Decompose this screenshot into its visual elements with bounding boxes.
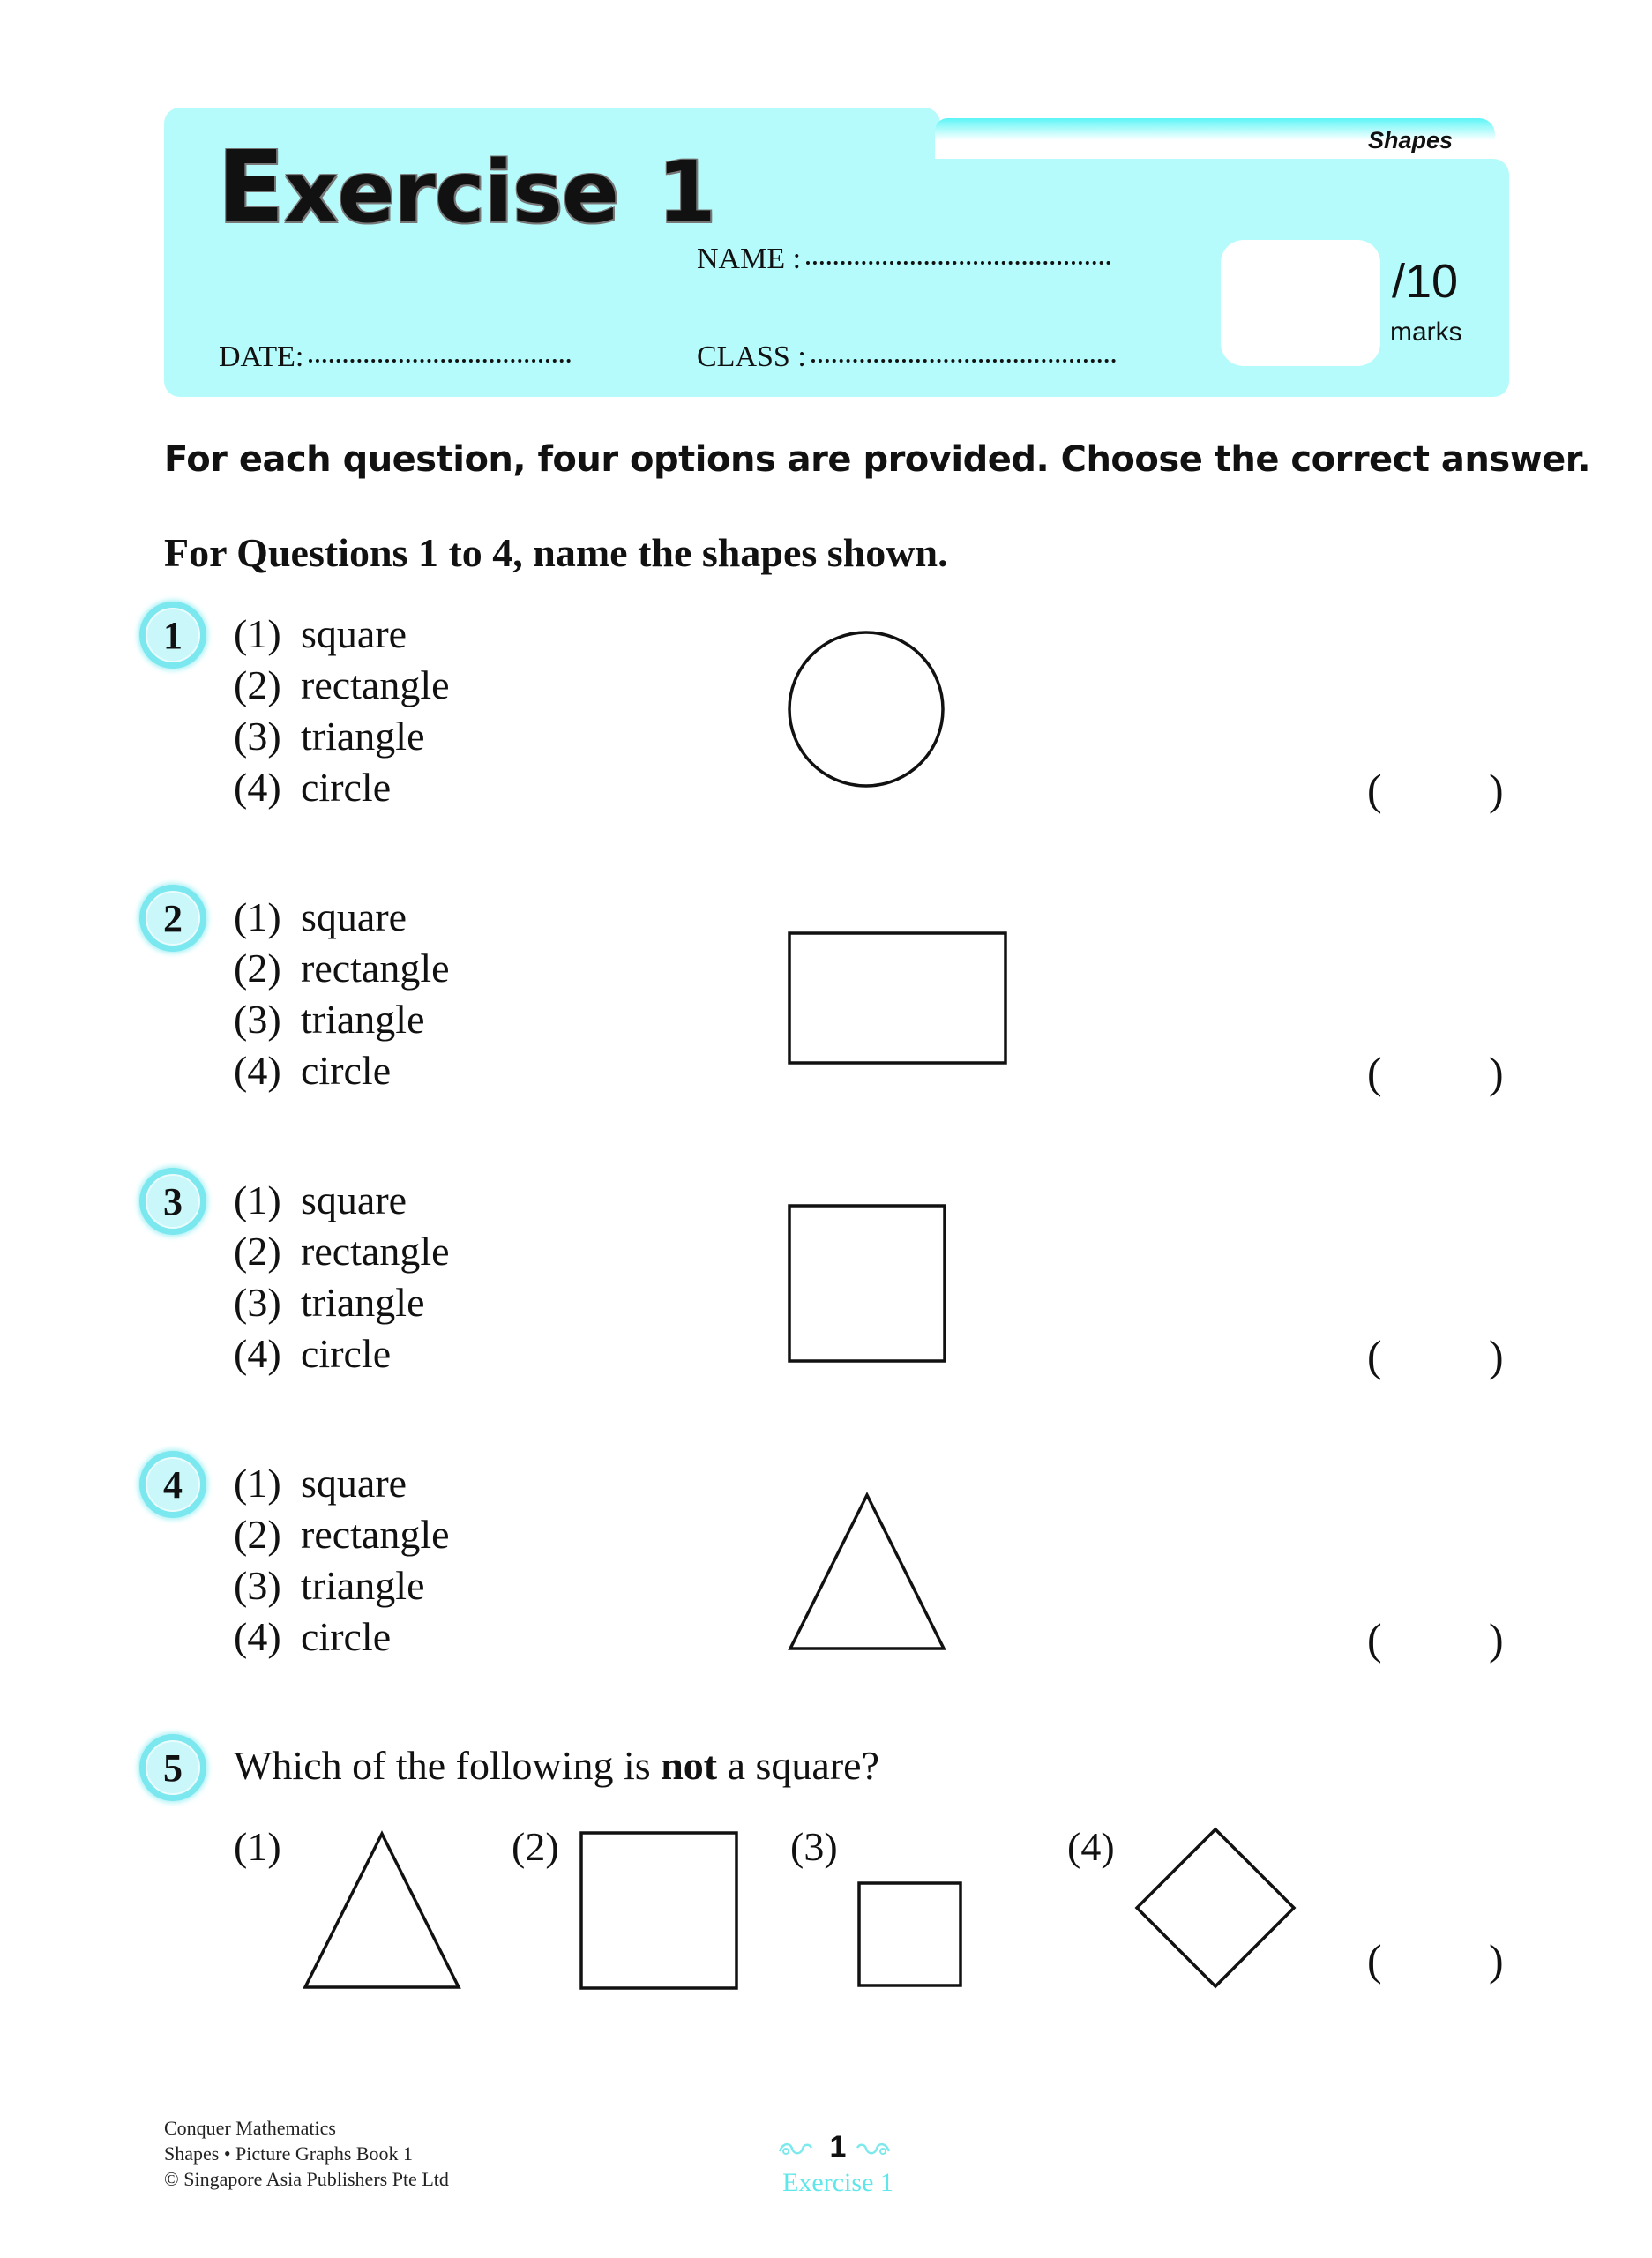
option-2[interactable]: (2) rectangle [234,1512,450,1557]
footer-publisher-info [164,2115,449,2192]
option-3[interactable]: (3) triangle [234,1563,425,1608]
class-label: CLASS : [697,340,806,373]
answer-paren-open: ( [1367,1048,1382,1097]
date-blank[interactable] [309,359,571,363]
option-1[interactable]: (1) square [234,894,407,939]
option-2[interactable]: (2) rectangle [234,662,450,707]
question-1 [139,602,206,669]
name-blank[interactable] [806,261,1110,265]
answer-paren-close: ) [1489,1048,1504,1097]
answer-paren-close: ) [1489,1331,1504,1380]
rectangle-shape [788,931,1008,1065]
score-total: /10 [1392,255,1459,308]
date-field[interactable] [219,340,571,374]
q5-option-1-label[interactable]: (1) [234,1824,281,1869]
question-number-badge: 2 [139,885,206,952]
question-number-badge: 1 [139,602,206,669]
answer-blank-3[interactable] [1398,1335,1486,1379]
question-number-badge: 3 [139,1168,206,1235]
question-4-options [234,1458,450,1663]
general-instruction: For each question, four options are provided. Choose the correct answer. [164,439,1591,480]
option-3[interactable]: (3) triangle [234,714,425,759]
answer-blank-1[interactable] [1398,769,1486,813]
option-4[interactable]: (4) circle [234,1614,392,1659]
q5-option-4-label[interactable]: (4) [1067,1824,1115,1869]
question-4 [139,1451,206,1518]
answer-paren-close: ) [1489,1614,1504,1664]
topic-tab-label: Shapes [1367,127,1453,153]
question-5-text: Which of the following is not a square? [234,1743,879,1788]
question-2 [139,885,206,952]
option-4[interactable]: (4) circle [234,1048,392,1093]
score-unit: marks [1390,318,1462,347]
q5-option-2-label[interactable]: (2) [512,1824,559,1869]
class-field[interactable] [697,340,1116,374]
section-instruction: For Questions 1 to 4, name the shapes shown. [164,530,948,575]
answer-paren-close: ) [1489,1935,1504,1985]
ornament-right-icon [856,2139,891,2158]
name-field[interactable] [697,243,1110,276]
q5-option-3-label[interactable]: (3) [790,1824,838,1869]
square-shape [788,1204,947,1364]
option-4[interactable]: (4) circle [234,1331,392,1376]
q5-triangle-shape[interactable] [303,1831,462,1990]
answer-paren-open: ( [1367,1614,1382,1664]
answer-blank-2[interactable] [1398,1052,1486,1096]
option-4[interactable]: (4) circle [234,765,392,810]
q5-small-square-shape[interactable] [857,1881,963,1988]
circle-shape [785,628,947,790]
name-label: NAME : [697,243,802,275]
answer-paren-open: ( [1367,1935,1382,1985]
answer-blank-4[interactable] [1398,1619,1486,1663]
option-1[interactable]: (1) square [234,1178,407,1222]
question-5 [139,1734,206,1801]
option-1[interactable]: (1) square [234,1461,407,1506]
class-blank[interactable] [811,359,1116,363]
footer-book: Shapes • Picture Graphs Book 1 [164,2142,414,2165]
q5-square-shape[interactable] [579,1831,739,1991]
q5-diamond-shape[interactable] [1135,1828,1296,1988]
footer-section-label: Exercise 1 [782,2168,893,2197]
score-box[interactable] [1221,240,1380,366]
exercise-title: Exercise 1 [217,131,715,245]
question-number-badge: 4 [139,1451,206,1518]
page-number: 1 [829,2130,847,2164]
option-3[interactable]: (3) triangle [234,1280,425,1325]
question-3 [139,1168,206,1235]
exercise-number: 1 [656,143,715,242]
triangle-shape [788,1492,947,1651]
question-1-options [234,609,450,813]
footer-series: Conquer Mathematics [164,2117,336,2139]
answer-paren-open: ( [1367,765,1382,814]
answer-blank-5[interactable] [1398,1940,1486,1984]
option-3[interactable]: (3) triangle [234,997,425,1042]
option-2[interactable]: (2) rectangle [234,946,450,991]
answer-paren-open: ( [1367,1331,1382,1380]
option-2[interactable]: (2) rectangle [234,1229,450,1274]
answer-paren-close: ) [1489,765,1504,814]
question-3-options [234,1175,450,1379]
question-number-badge: 5 [139,1734,206,1801]
footer-copyright: © Singapore Asia Publishers Pte Ltd [164,2168,449,2190]
question-2-options [234,892,450,1096]
option-1[interactable]: (1) square [234,611,407,656]
date-label: DATE: [219,340,304,373]
